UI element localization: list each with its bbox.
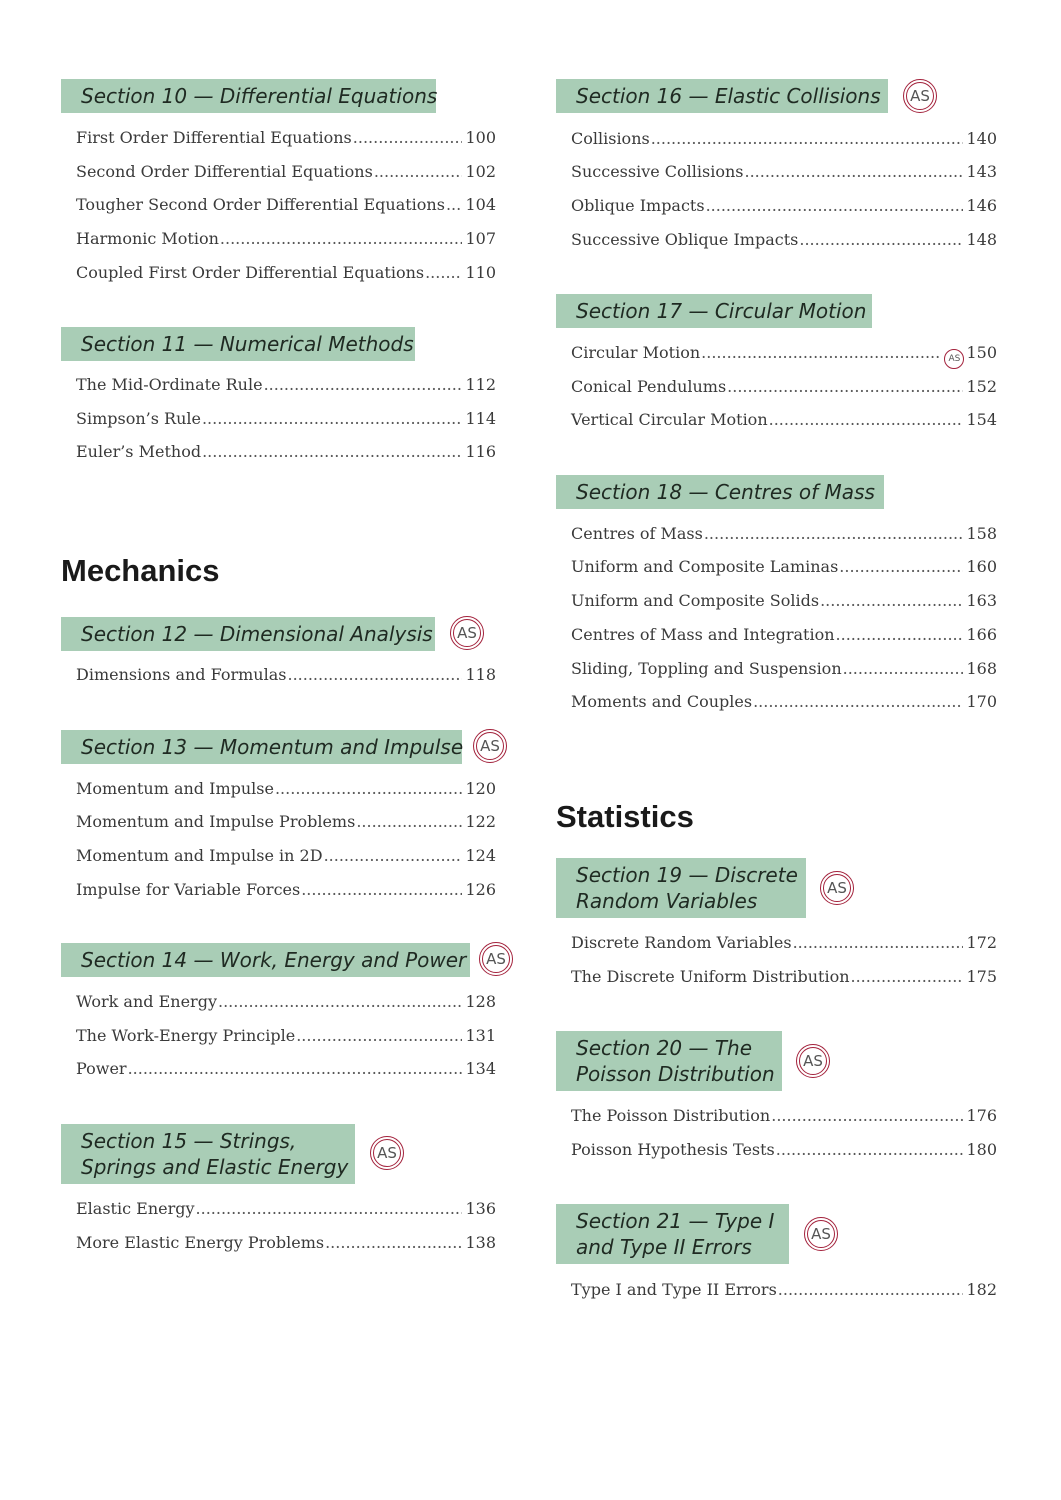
- toc-entry-page: 140: [966, 129, 997, 148]
- toc-entry[interactable]: [571, 195, 997, 217]
- toc-entry-page: 107: [465, 229, 496, 248]
- as-badge-icon: AS: [450, 616, 484, 650]
- toc-entry[interactable]: [76, 374, 496, 396]
- leader-dots: [753, 691, 963, 713]
- toc-entry-title: Type I and Type II Errors: [571, 1280, 777, 1299]
- as-badge-icon: AS: [796, 1044, 830, 1078]
- leader-dots: [218, 991, 462, 1013]
- leader-dots: [325, 1232, 462, 1254]
- as-badge-icon: AS: [370, 1136, 404, 1170]
- section-13-title: Section 13 — Momentum and Impulse: [81, 735, 464, 759]
- toc-entry-title: Power: [76, 1059, 127, 1078]
- toc-entry[interactable]: [571, 409, 997, 431]
- toc-entry-page: 126: [465, 880, 496, 899]
- toc-entry[interactable]: [76, 845, 496, 867]
- toc-entry-title: Momentum and Impulse Problems: [76, 812, 356, 831]
- leader-dots: [356, 811, 462, 833]
- leader-dots: [771, 1105, 963, 1127]
- toc-entry-page: 128: [465, 992, 496, 1011]
- leader-dots: [701, 342, 941, 364]
- section-19-title-line2: Random Variables: [576, 889, 758, 913]
- leader-dots: [851, 966, 964, 988]
- leader-dots: [836, 624, 964, 646]
- section-15-header[interactable]: [61, 1124, 355, 1184]
- leader-dots: [324, 845, 463, 867]
- toc-entry[interactable]: [76, 1198, 496, 1220]
- toc-entry-title: Centres of Mass and Integration: [571, 625, 835, 644]
- toc-entry[interactable]: [76, 1025, 496, 1047]
- leader-dots: [264, 374, 463, 396]
- toc-entry-page: 138: [465, 1233, 496, 1252]
- leader-dots: [793, 932, 964, 954]
- toc-entry[interactable]: [571, 1279, 997, 1301]
- toc-entry-title: Uniform and Composite Laminas: [571, 557, 839, 576]
- leader-dots: [799, 229, 963, 251]
- toc-entry-title: Moments and Couples: [571, 692, 753, 711]
- leader-dots: [843, 658, 964, 680]
- toc-entry[interactable]: [76, 408, 496, 430]
- toc-entry[interactable]: [76, 194, 496, 216]
- toc-entry-title: Simpson’s Rule: [76, 409, 201, 428]
- section-21-header[interactable]: [556, 1204, 789, 1264]
- toc-entry-page: 116: [465, 442, 496, 461]
- toc-entry-page: 146: [966, 196, 997, 215]
- section-14-header[interactable]: [61, 943, 470, 977]
- section-18-header[interactable]: [556, 475, 884, 509]
- toc-entry[interactable]: [76, 262, 496, 284]
- toc-entry-page: 134: [465, 1059, 496, 1078]
- toc-entry-page: 148: [966, 230, 997, 249]
- toc-entry-page: 158: [966, 524, 997, 543]
- toc-entry-title: Second Order Differential Equations: [76, 162, 373, 181]
- section-17-title: Section 17 — Circular Motion: [576, 299, 867, 323]
- toc-entry-page: 124: [465, 846, 496, 865]
- toc-entry-title: Momentum and Impulse in 2D: [76, 846, 323, 865]
- toc-entry[interactable]: [571, 376, 997, 398]
- toc-entry-title: Sliding, Toppling and Suspension: [571, 659, 842, 678]
- as-badge-icon: AS: [473, 729, 507, 763]
- part-title-statistics: Statistics: [556, 799, 694, 834]
- toc-entry-title: The Mid-Ordinate Rule: [76, 375, 263, 394]
- leader-dots: [128, 1058, 463, 1080]
- toc-entry-title: More Elastic Energy Problems: [76, 1233, 325, 1252]
- toc-entry-page: 175: [966, 967, 997, 986]
- toc-entry-page: 176: [966, 1106, 997, 1125]
- as-badge-icon: AS: [804, 1217, 838, 1251]
- as-badge-icon: AS: [903, 79, 937, 113]
- leader-dots: [839, 556, 963, 578]
- toc-entry[interactable]: [76, 441, 496, 463]
- toc-entry-title: Tougher Second Order Differential Equations: [76, 195, 445, 214]
- section-12-title: Section 12 — Dimensional Analysis: [81, 622, 433, 646]
- toc-entry-title: Successive Collisions: [571, 162, 744, 181]
- toc-entry-page: 166: [966, 625, 997, 644]
- section-11-title: Section 11 — Numerical Methods: [81, 332, 414, 356]
- section-20-header[interactable]: [556, 1031, 782, 1091]
- toc-entry[interactable]: [571, 523, 997, 545]
- as-badge-icon: AS: [479, 942, 513, 976]
- toc-entry[interactable]: [76, 1058, 496, 1080]
- toc-entry-page: 163: [966, 591, 997, 610]
- toc-entry[interactable]: [571, 966, 997, 988]
- toc-entry[interactable]: [571, 658, 997, 680]
- toc-entry-title: Successive Oblique Impacts: [571, 230, 799, 249]
- part-title-mechanics: Mechanics: [61, 553, 220, 588]
- leader-dots: [706, 195, 964, 217]
- toc-entry[interactable]: [571, 229, 997, 251]
- toc-entry[interactable]: [76, 879, 496, 901]
- toc-entry-page: 180: [966, 1140, 997, 1159]
- toc-entry-page: 152: [966, 377, 997, 396]
- leader-dots: [745, 161, 964, 183]
- toc-entry[interactable]: [76, 161, 496, 183]
- toc-entry[interactable]: [571, 932, 997, 954]
- toc-entry-page: 118: [465, 665, 496, 684]
- toc-entry-title: Poisson Hypothesis Tests: [571, 1140, 775, 1159]
- toc-entry[interactable]: [571, 1105, 997, 1127]
- toc-entry-title: Collisions: [571, 129, 650, 148]
- toc-entry-page: 110: [465, 263, 496, 282]
- toc-entry-title: First Order Differential Equations: [76, 128, 352, 147]
- section-15-title-line2: Springs and Elastic Energy: [81, 1155, 349, 1179]
- toc-entry-page: 120: [465, 779, 496, 798]
- toc-entry-page: 100: [465, 128, 496, 147]
- leader-dots: [202, 441, 462, 463]
- leader-dots: [727, 376, 963, 398]
- toc-entry-page: 150: [966, 343, 997, 362]
- section-11-header[interactable]: [61, 327, 415, 361]
- toc-entry-title: The Discrete Uniform Distribution: [571, 967, 850, 986]
- toc-entry-title: Oblique Impacts: [571, 196, 705, 215]
- section-10-title: Section 10 — Differential Equations: [81, 84, 438, 108]
- leader-dots: [704, 523, 964, 545]
- section-17-header[interactable]: [556, 294, 872, 328]
- leader-dots: [446, 194, 463, 216]
- toc-entry-title: The Poisson Distribution: [571, 1106, 771, 1125]
- leader-dots: [778, 1279, 964, 1301]
- toc-entry-page: 102: [465, 162, 496, 181]
- section-21-title-line2: and Type II Errors: [576, 1235, 752, 1259]
- toc-entry-title: Coupled First Order Differential Equations: [76, 263, 425, 282]
- section-15-title-line1: Section 15 — Strings,: [81, 1129, 297, 1153]
- as-badge-icon: AS: [944, 349, 964, 369]
- leader-dots: [820, 590, 963, 612]
- leader-dots: [776, 1139, 964, 1161]
- toc-entry-page: 168: [966, 659, 997, 678]
- leader-dots: [425, 262, 462, 284]
- toc-entry-page: 131: [465, 1026, 496, 1045]
- toc-entry-title: Dimensions and Formulas: [76, 665, 287, 684]
- toc-entry[interactable]: [571, 1139, 997, 1161]
- section-14-title: Section 14 — Work, Energy and Power: [81, 948, 467, 972]
- toc-entry[interactable]: [76, 811, 496, 833]
- toc-entry-title: Elastic Energy: [76, 1199, 195, 1218]
- toc-entry[interactable]: [76, 991, 496, 1013]
- toc-entry[interactable]: [571, 342, 997, 364]
- leader-dots: [296, 1025, 462, 1047]
- leader-dots: [287, 664, 462, 686]
- section-13-header[interactable]: [61, 730, 462, 764]
- toc-entry[interactable]: [571, 691, 997, 713]
- section-16-title: Section 16 — Elastic Collisions: [576, 84, 881, 108]
- toc-entry-page: 172: [966, 933, 997, 952]
- toc-entry[interactable]: [571, 590, 997, 612]
- toc-entry[interactable]: [76, 778, 496, 800]
- as-badge-icon: AS: [820, 871, 854, 905]
- toc-entry-title: Impulse for Variable Forces: [76, 880, 301, 899]
- section-19-title-line1: Section 19 — Discrete: [576, 863, 798, 887]
- leader-dots: [374, 161, 463, 183]
- section-21-title-line1: Section 21 — Type I: [576, 1209, 775, 1233]
- leader-dots: [202, 408, 462, 430]
- leader-dots: [769, 409, 964, 431]
- toc-entry-page: 154: [966, 410, 997, 429]
- toc-entry[interactable]: [76, 228, 496, 250]
- leader-dots: [196, 1198, 463, 1220]
- toc-entry-page: 136: [465, 1199, 496, 1218]
- leader-dots: [275, 778, 462, 800]
- section-12-header[interactable]: [61, 617, 435, 651]
- toc-entry[interactable]: [571, 161, 997, 183]
- section-16-header[interactable]: [556, 79, 888, 113]
- toc-entry-page: 170: [966, 692, 997, 711]
- section-10-header[interactable]: [61, 79, 436, 113]
- toc-entry-title: Circular Motion: [571, 343, 701, 362]
- toc-entry-title: Conical Pendulums: [571, 377, 727, 396]
- leader-dots: [651, 128, 964, 150]
- toc-entry[interactable]: [571, 624, 997, 646]
- toc-entry[interactable]: [76, 1232, 496, 1254]
- toc-entry-title: Momentum and Impulse: [76, 779, 274, 798]
- toc-entry-page: 122: [465, 812, 496, 831]
- leader-dots: [301, 879, 462, 901]
- toc-entry-title: Uniform and Composite Solids: [571, 591, 820, 610]
- toc-entry-page: 114: [465, 409, 496, 428]
- section-20-title-line1: Section 20 — The: [576, 1036, 753, 1060]
- toc-entry[interactable]: [76, 664, 496, 686]
- toc-entry-title: Discrete Random Variables: [571, 933, 792, 952]
- toc-entry-title: Centres of Mass: [571, 524, 703, 543]
- toc-entry[interactable]: [571, 128, 997, 150]
- toc-entry-title: Euler’s Method: [76, 442, 202, 461]
- toc-entry[interactable]: [571, 556, 997, 578]
- toc-entry-page: 182: [966, 1280, 997, 1299]
- toc-entry[interactable]: [76, 127, 496, 149]
- section-18-title: Section 18 — Centres of Mass: [576, 480, 875, 504]
- toc-entry-title: Work and Energy: [76, 992, 217, 1011]
- section-19-header[interactable]: [556, 858, 806, 918]
- toc-entry-page: 112: [465, 375, 496, 394]
- leader-dots: [353, 127, 463, 149]
- toc-entry-title: Vertical Circular Motion: [571, 410, 768, 429]
- toc-entry-title: Harmonic Motion: [76, 229, 219, 248]
- section-20-title-line2: Poisson Distribution: [576, 1062, 775, 1086]
- toc-entry-page: 160: [966, 557, 997, 576]
- toc-entry-page: 104: [465, 195, 496, 214]
- toc-entry-title: The Work-Energy Principle: [76, 1026, 296, 1045]
- toc-entry-page: 143: [966, 162, 997, 181]
- leader-dots: [220, 228, 463, 250]
